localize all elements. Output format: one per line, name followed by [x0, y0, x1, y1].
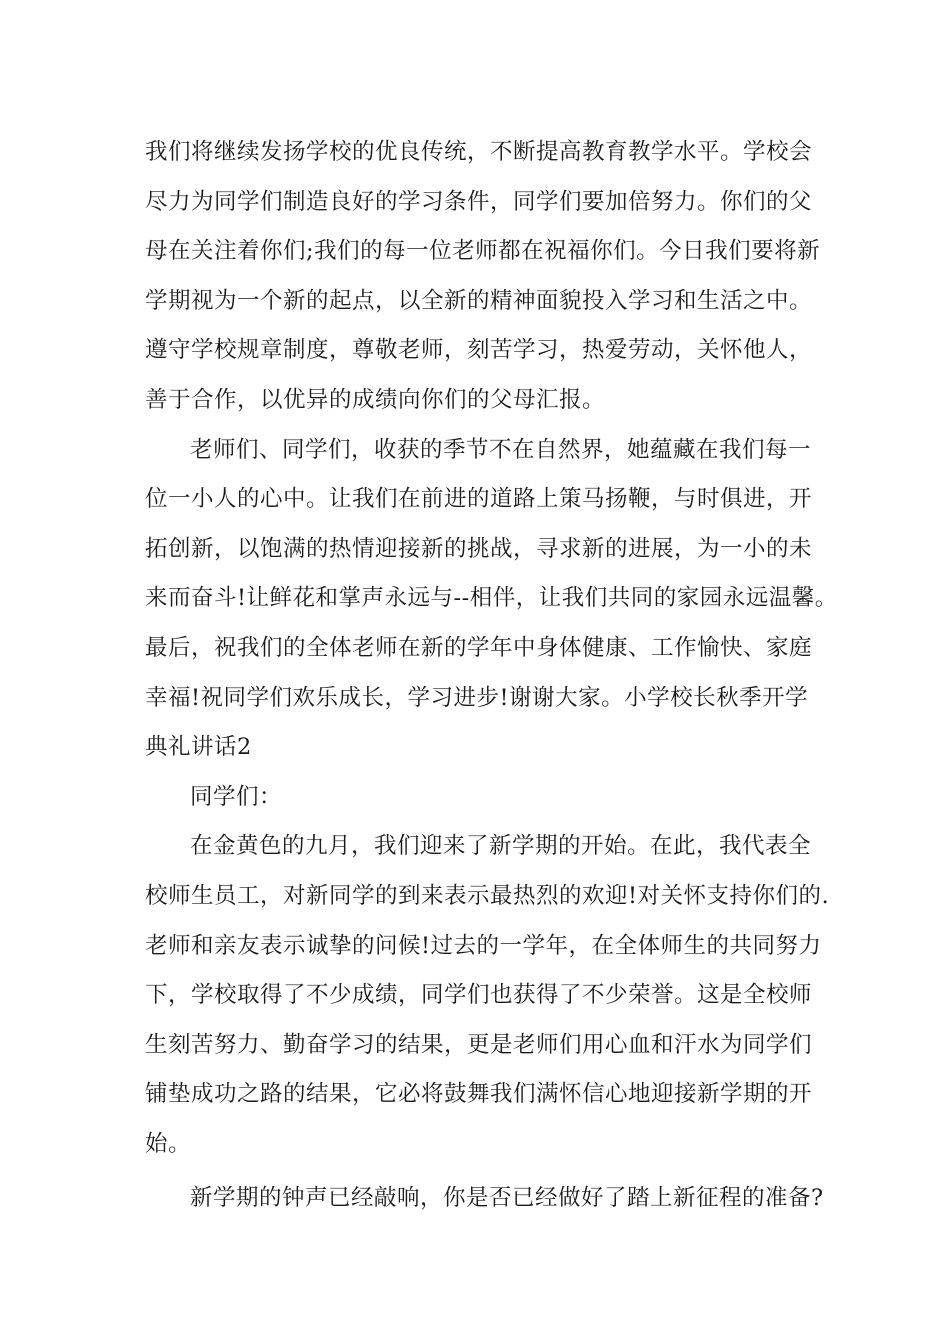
text-line: 最后，祝我们的全体老师在新的学年中身体健康、工作愉快、家庭 [145, 634, 813, 661]
paragraph [145, 1174, 824, 1224]
text-line: 校师生员工，对新同学的到来表示最热烈的欢迎!对关怀支持你们的. [145, 882, 830, 909]
text-line: 尽力为同学们制造良好的学习条件，同学们要加倍努力。你们的父 [145, 188, 813, 215]
text-line: 我们将继续发扬学校的优良传统，不断提高教育教学水平。学校会 [145, 139, 813, 165]
text-line: 始。 [145, 1130, 192, 1157]
text-line: 学期视为一个新的起点，以全新的精神面貌投入学习和生活之中。 [145, 287, 813, 314]
paragraph [145, 128, 821, 426]
text-line: 下，学校取得了不少成绩，同学们也获得了不少荣誉。这是全校师 [145, 982, 813, 1009]
paragraph [145, 822, 830, 1169]
text-line: 拓创新，以饱满的热情迎接新的挑战，寻求新的进展，为一小的未 [145, 535, 813, 562]
salutation [145, 773, 813, 823]
text-line: 幸福!祝同学们欢乐成长，学习进步!谢谢大家。小学校长秋季开学 [145, 684, 809, 711]
text-line: 铺垫成功之路的结果，它必将鼓舞我们满怀信心地迎接新学期的开 [145, 1081, 813, 1108]
text-line: 位一小人的心中。让我们在前进的道路上策马扬鞭，与时俱进，开 [145, 486, 813, 513]
text-line: 善于合作，以优异的成绩向你们的父母汇报。 [145, 386, 606, 413]
text-line: 典礼讲话2 [145, 734, 252, 761]
text-line: 遵守学校规章制度，尊敬老师，刻苦学习，热爱劳动，关怀他人， [145, 337, 813, 364]
text-line: 来而奋斗!让鲜花和掌声永远与--相伴，让我们共同的家园永远温馨。 [145, 585, 838, 612]
text-line: 新学期的钟声已经敲响，你是否已经做好了踏上新征程的准备? [190, 1185, 824, 1212]
text-line: 老师和亲友表示诚挚的问候!过去的一学年，在全体师生的共同努力 [145, 932, 822, 959]
document-body [145, 128, 838, 1224]
text-line: 母在关注着你们;我们的每一位老师都在祝福你们。今日我们要将新 [145, 238, 821, 265]
paragraph [145, 426, 838, 773]
text-line: 在金黄色的九月，我们迎来了新学期的开始。在此，我代表全 [190, 833, 812, 860]
text-line: 老师们、同学们，收获的季节不在自然界，她蕴藏在我们每一 [190, 436, 812, 463]
text-line: 同学们： [190, 783, 283, 810]
text-line: 生刻苦努力、勤奋学习的结果，更是老师们用心血和汗水为同学们 [145, 1031, 813, 1058]
